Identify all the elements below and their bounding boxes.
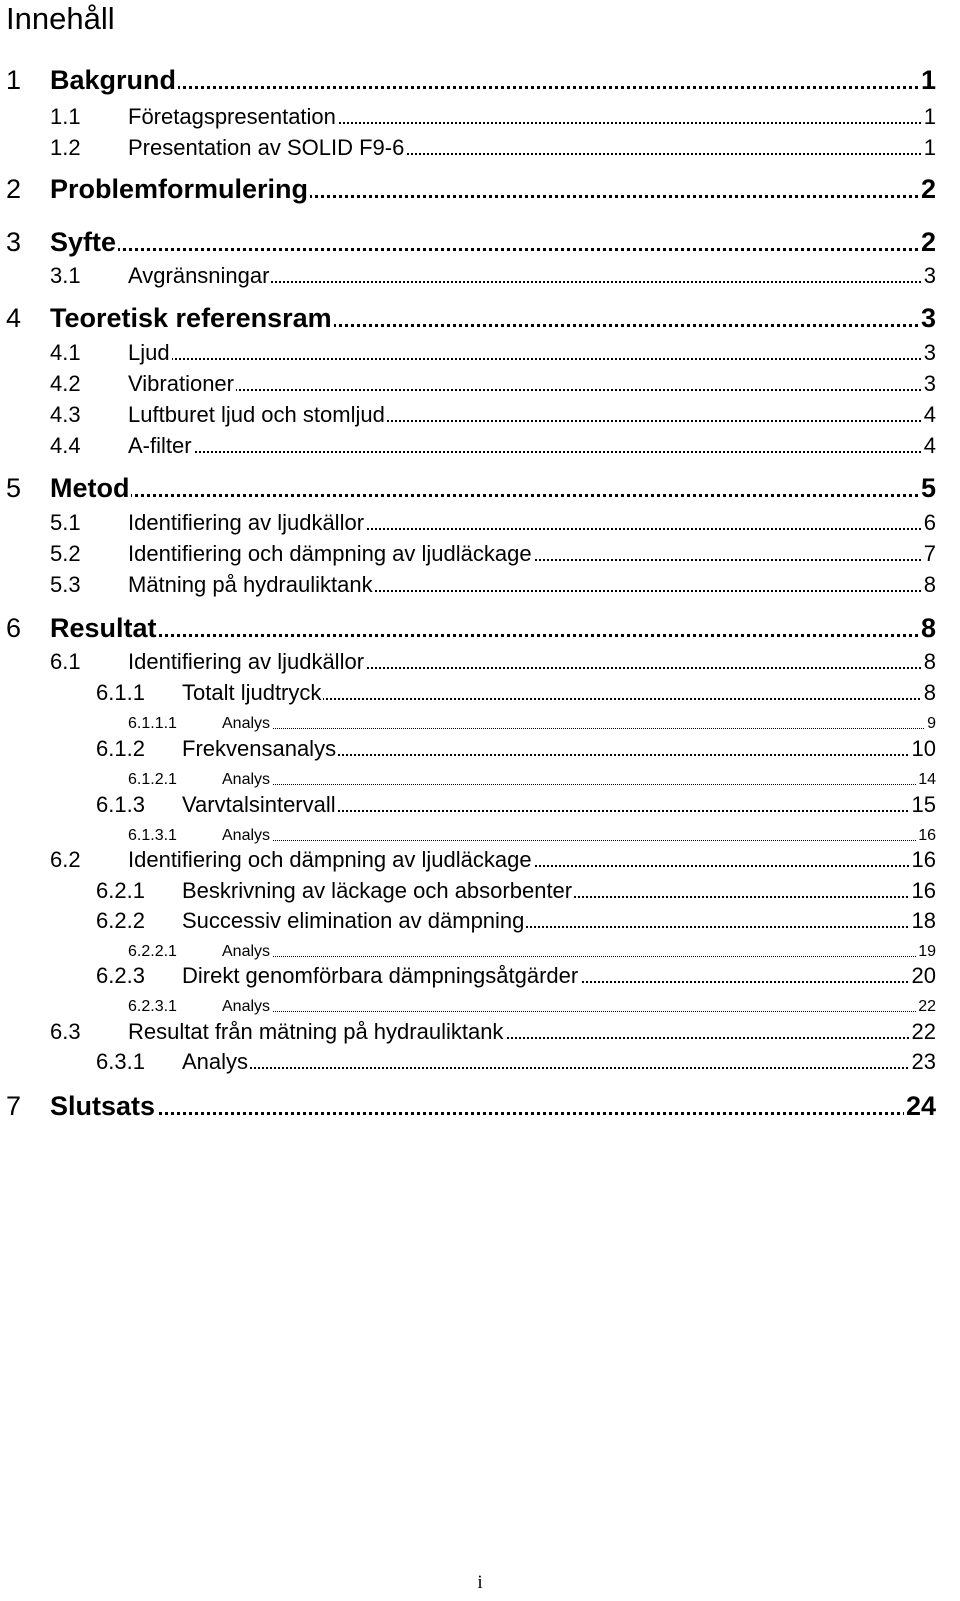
toc-entry-page: 3 (923, 263, 936, 288)
toc-entry-number: 6 (6, 613, 22, 643)
toc-entry[interactable] (0, 64, 960, 94)
toc-entry-page: 19 (918, 943, 936, 960)
toc-entry-number: 5.2 (50, 541, 81, 566)
toc-entry[interactable] (0, 102, 960, 128)
toc-entry-title: Syfte (50, 227, 117, 257)
toc-entry-number: 6.1.3 (96, 792, 145, 817)
toc-dot-leader (222, 728, 932, 729)
toc-entry[interactable] (0, 678, 960, 704)
toc-entry[interactable] (0, 906, 960, 932)
toc-entry-number: 4.4 (50, 433, 81, 458)
toc-entry[interactable] (0, 790, 960, 816)
toc-entry-title: A-filter (128, 433, 192, 458)
toc-entry-title: Ljud (128, 340, 170, 365)
toc-entry-page: 3 (923, 371, 936, 396)
toc-entry-title: Identifiering och dämpning av ljudläckage (128, 847, 532, 872)
toc-entry-page: 16 (911, 878, 936, 903)
toc-entry-number: 6.2.2.1 (128, 943, 177, 960)
toc-entry[interactable] (0, 570, 960, 596)
toc-entry-page: 16 (918, 827, 936, 844)
toc-entry-title: Totalt ljudtryck (182, 680, 322, 705)
toc-entry-number: 3 (6, 227, 22, 257)
toc-heading: Innehåll (6, 1, 115, 36)
toc-dot-leader (50, 634, 936, 637)
toc-entry-title: Analys (222, 998, 271, 1015)
toc-entry[interactable] (0, 369, 960, 395)
toc-entry[interactable] (0, 508, 960, 534)
toc-entry-title: Metod (50, 473, 130, 503)
toc-entry-number: 4.2 (50, 371, 81, 396)
toc-entry-title: Resultat från mätning på hydrauliktank (128, 1019, 504, 1044)
toc-entry-title: Mätning på hydrauliktank (128, 572, 373, 597)
toc-entry-number: 6.2.1 (96, 878, 145, 903)
toc-entry-number: 1.1 (50, 104, 81, 129)
toc-entry-number: 4.3 (50, 402, 81, 427)
toc-entry[interactable] (0, 400, 960, 426)
toc-entry-page: 10 (911, 736, 936, 761)
toc-entry-number: 6.2 (50, 847, 81, 872)
toc-entry-title: Analys (222, 827, 271, 844)
toc-entry-number: 2 (6, 174, 22, 204)
toc-entry-title: Analys (222, 715, 271, 732)
toc-dot-leader (128, 451, 932, 453)
toc-entry-title: Teoretisk referensram (50, 303, 332, 333)
toc-entry-title: Företagspresentation (128, 104, 336, 129)
toc-entry-page: 3 (923, 340, 936, 365)
toc-entry-number: 6.3.1 (96, 1049, 145, 1074)
toc-dot-leader (222, 1011, 932, 1012)
toc-entry-page: 6 (923, 510, 936, 535)
toc-dot-leader (222, 840, 932, 841)
toc-entry-page: 8 (923, 572, 936, 597)
toc-dot-leader (128, 358, 932, 360)
toc-entry-page: 2 (920, 227, 936, 257)
toc-entry-title: Slutsats (50, 1091, 156, 1121)
toc-entry-number: 5.3 (50, 572, 81, 597)
toc-entry-number: 6.3 (50, 1019, 81, 1044)
toc-entry-page: 24 (905, 1091, 936, 1121)
toc-dot-leader (182, 1067, 932, 1069)
toc-entry[interactable] (0, 1047, 960, 1073)
toc-entry-page: 3 (920, 303, 936, 333)
toc-entry[interactable] (0, 612, 960, 642)
toc-entry[interactable] (0, 472, 960, 502)
toc-entry-number: 6.1.1 (96, 680, 145, 705)
toc-entry-page: 22 (918, 998, 936, 1015)
toc-entry-page: 14 (918, 771, 936, 788)
toc-entry-number: 5 (6, 473, 22, 503)
toc-entry-title: Problemformulering (50, 174, 309, 204)
toc-entry-number: 6.2.2 (96, 908, 145, 933)
toc-entry-page: 1 (920, 65, 936, 95)
toc-entry-number: 4.1 (50, 340, 81, 365)
toc-dot-leader (50, 248, 936, 251)
toc-entry-number: 1.2 (50, 135, 81, 160)
toc-entry-title: Analys (182, 1049, 249, 1074)
toc-entry[interactable] (0, 302, 960, 332)
toc-entry-title: Direkt genomförbara dämpningsåtgärder (182, 963, 579, 988)
toc-entry-title: Beskrivning av läckage och absorbenter (182, 878, 573, 903)
toc-entry-page: 18 (911, 908, 936, 933)
toc-entry[interactable] (0, 1017, 960, 1043)
toc-entry-page: 4 (923, 402, 936, 427)
toc-entry-number: 6.1.2 (96, 736, 145, 761)
toc-entry[interactable] (0, 226, 960, 256)
toc-entry-title: Identifiering och dämpning av ljudläckage (128, 541, 532, 566)
toc-entry-title: Presentation av SOLID F9-6 (128, 135, 405, 160)
toc-entry-page: 8 (923, 680, 936, 705)
toc-entry-number: 6.1 (50, 649, 81, 674)
toc-entry-title: Luftburet ljud och stomljud (128, 402, 385, 427)
toc-dot-leader (222, 956, 932, 957)
toc-entry[interactable] (0, 173, 960, 203)
toc-entry-title: Successiv elimination av dämpning (182, 908, 525, 933)
toc-entry[interactable] (0, 770, 960, 788)
toc-entry-page: 8 (920, 613, 936, 643)
toc-entry-page: 1 (923, 104, 936, 129)
toc-entry-number: 6.2.3.1 (128, 998, 177, 1015)
toc-entry-page: 16 (911, 847, 936, 872)
page-number: i (477, 1572, 483, 1593)
toc-entry-title: Identifiering av ljudkällor (128, 510, 365, 535)
toc-entry-page: 5 (920, 473, 936, 503)
toc-entry-title: Analys (222, 771, 271, 788)
toc-entry-number: 6.1.1.1 (128, 715, 177, 732)
toc-entry[interactable] (0, 1090, 960, 1120)
toc-entry[interactable] (0, 942, 960, 960)
toc-entry-number: 1 (6, 65, 22, 95)
toc-entry[interactable] (0, 261, 960, 287)
toc-entry[interactable] (0, 876, 960, 902)
toc-entry-page: 20 (911, 963, 936, 988)
toc-entry[interactable] (0, 431, 960, 457)
toc-entry-title: Resultat (50, 613, 157, 643)
toc-dot-leader (222, 784, 932, 785)
toc-entry-page: 8 (923, 649, 936, 674)
toc-entry-title: Identifiering av ljudkällor (128, 649, 365, 674)
toc-entry-number: 6.1.2.1 (128, 771, 177, 788)
toc-entry-page: 4 (923, 433, 936, 458)
toc-entry[interactable] (0, 997, 960, 1015)
toc-entry-page: 1 (923, 135, 936, 160)
toc-dot-leader (50, 494, 936, 497)
toc-entry[interactable] (0, 961, 960, 987)
toc-dot-leader (50, 86, 936, 89)
toc-entry-title: Frekvensanalys (182, 736, 337, 761)
toc-entry-page: 2 (920, 174, 936, 204)
toc-entry[interactable] (0, 647, 960, 673)
toc-entry[interactable] (0, 845, 960, 871)
toc-entry[interactable] (0, 826, 960, 844)
toc-entry-title: Vibrationer (128, 371, 234, 396)
toc-entry-title: Varvtalsintervall (182, 792, 336, 817)
toc-dot-leader (50, 1112, 936, 1115)
toc-entry-number: 6.2.3 (96, 963, 145, 988)
toc-entry-number: 3.1 (50, 263, 81, 288)
toc-entry-number: 7 (6, 1091, 22, 1121)
toc-entry-number: 4 (6, 303, 22, 333)
toc-entry-page: 22 (911, 1019, 936, 1044)
toc-entry[interactable] (0, 338, 960, 364)
toc-entry[interactable] (0, 539, 960, 565)
toc-entry-page: 7 (923, 541, 936, 566)
toc-entry-page: 9 (927, 715, 936, 732)
toc-entry-title: Analys (222, 943, 271, 960)
toc-entry[interactable] (0, 734, 960, 760)
toc-entry[interactable] (0, 133, 960, 159)
toc-entry-number: 6.1.3.1 (128, 827, 177, 844)
toc-entry-title: Avgränsningar (128, 263, 270, 288)
toc-entry-number: 5.1 (50, 510, 81, 535)
toc-entry-page: 15 (911, 792, 936, 817)
toc-dot-leader (128, 389, 932, 391)
toc-entry[interactable] (0, 714, 960, 732)
toc-entry-page: 23 (911, 1049, 936, 1074)
toc-entry-title: Bakgrund (50, 65, 177, 95)
